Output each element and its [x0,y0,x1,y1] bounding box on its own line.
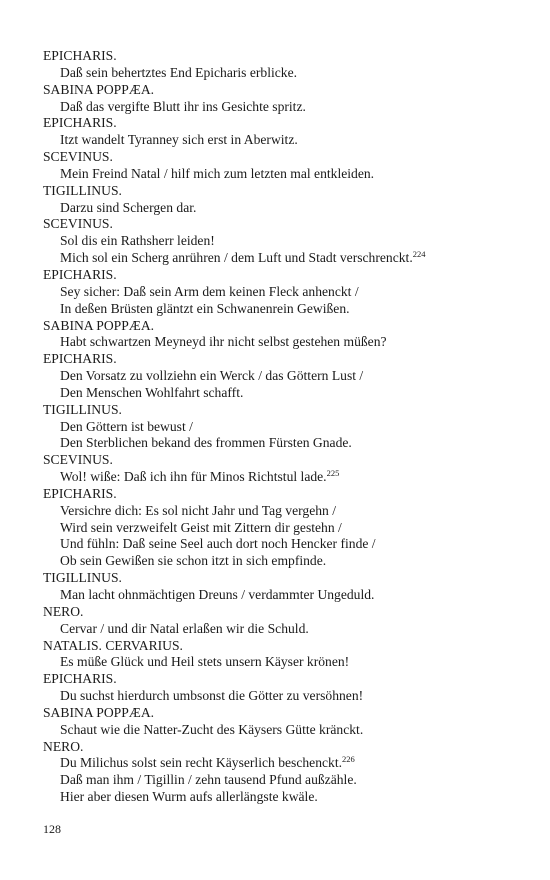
verse-text: Sol dis ein Rathsherr leiden! [60,233,215,249]
verse-line [43,385,513,402]
verse-text: Wol! wiße: Daß ich ihn für Minos Richtstul lade. [60,469,327,485]
verse-line [43,587,513,604]
verse-text: Daß das vergifte Blutt ihr ins Gesichte spritz. [60,98,306,114]
speaker-label: NATALIS. CERVARIUS. [43,637,183,653]
verse-line [43,789,513,806]
verse-text: Daß man ihm / Tigillin / zehn tausend Pfund außzähle. [60,772,357,788]
verse-text: Hier aber diesen Wurm aufs allerlängste kwäle. [60,789,318,805]
speaker-name [43,402,513,419]
verse-line [43,301,513,318]
speaker-name [43,149,513,166]
speaker-label: EPICHARIS. [43,48,117,63]
verse-text: Den Sterblichen bekand des frommen Fürsten Gnade. [60,435,352,451]
speaker-label: EPICHARIS. [43,266,117,282]
verse-line [43,233,513,250]
speaker-label: NERO. [43,738,84,754]
verse-text: Es müße Glück und Heil stets unsern Käyser krönen! [60,654,350,670]
speaker-name [43,82,513,99]
speaker-name [43,216,513,233]
verse-text: Mich sol ein Scherg anrühren / dem Luft und Stadt verschrenckt. [60,250,413,266]
speaker-label: SABINA POPPÆA. [43,317,155,333]
speaker-name [43,604,513,621]
speaker-name [43,570,513,587]
verse-line [43,520,513,537]
speaker-name [43,183,513,200]
verse-line [43,772,513,789]
speaker-label: EPICHARIS. [43,351,117,367]
speaker-name [43,705,513,722]
speaker-label: EPICHARIS. [43,115,117,131]
verse-text: Den Menschen Wohlfahrt schafft. [60,384,244,400]
verse-line [43,334,513,351]
speaker-label: EPICHARIS. [43,671,117,687]
speaker-name [43,452,513,469]
verse-line [43,654,513,671]
speaker-name [43,115,513,132]
verse-line [43,200,513,217]
speaker-name [43,267,513,284]
verse-text: Schaut wie die Natter-Zucht des Käysers Gütte kränckt. [60,721,364,737]
verse-line [43,536,513,553]
verse-text: Mein Freind Natal / hilf mich zum letzten mal entkleiden. [60,165,375,181]
verse-line [43,132,513,149]
verse-text: In deßen Brüsten gläntzt ein Schwanenrein Gewißen. [60,300,350,316]
verse-line [43,503,513,520]
speaker-label: NERO. [43,603,84,619]
page-number: 128 [43,822,61,836]
verse-text: Du suchst hierdurch umbsonst die Götter zu versöhnen! [60,688,364,704]
verse-line [43,621,513,638]
footnote-marker: 225 [326,468,340,479]
speaker-label: SCEVINUS. [43,216,113,232]
verse-line [43,65,513,82]
verse-text: Habt schwartzen Meyneyd ihr nicht selbst gestehen müßen? [60,334,387,350]
verse-text: Darzu sind Schergen dar. [60,199,197,215]
speaker-label: TIGILLINUS. [43,182,122,198]
speaker-name [43,351,513,368]
speaker-name [43,671,513,688]
speaker-name [43,48,513,65]
speaker-name [43,486,513,503]
verse-text: Cervar / und dir Natal erlaßen wir die Schuld. [60,620,309,636]
verse-text: Den Göttern ist bewust / [60,418,193,434]
verse-line [43,553,513,570]
drama-text [43,48,513,806]
verse-line [43,368,513,385]
verse-line [43,722,513,739]
footnote-marker: 226 [342,754,355,765]
speaker-label: TIGILLINUS. [43,570,122,586]
speaker-name [43,638,513,655]
verse-text: Du Milichus solst sein recht Käyserlich beschenckt. [60,755,343,771]
speaker-name [43,739,513,756]
verse-text: Sey sicher: Daß sein Arm dem keinen Fleck anhenckt / [60,283,359,299]
verse-text: Versichre dich: Es sol nicht Jahr und Tag vergehn / [60,502,337,518]
verse-text: Wird sein verzweifelt Geist mit Zittern dir gestehn / [60,519,342,535]
speaker-label: SABINA POPPÆA. [43,81,155,97]
speaker-label: EPICHARIS. [43,485,117,501]
verse-text: Itzt wandelt Tyranney sich erst in Aberwitz. [60,132,298,148]
speaker-label: TIGILLINUS. [43,401,122,417]
verse-text: Man lacht ohnmächtigen Dreuns / verdammter Ungeduld. [60,587,375,602]
verse-line [43,435,513,452]
verse-text: Ob sein Gewißen sie schon itzt in sich empfinde. [60,553,327,569]
verse-line [43,688,513,705]
verse-line [43,419,513,436]
speaker-label: SCEVINUS. [43,149,113,165]
verse-text: Und fühln: Daß seine Seel auch dort noch Hencker finde / [60,536,376,552]
verse-line [43,469,513,486]
verse-text: Den Vorsatz zu vollziehn ein Werck / das Göttern Lust / [60,368,364,384]
speaker-name [43,318,513,335]
verse-line [43,284,513,301]
verse-line [43,755,513,772]
verse-line [43,99,513,116]
speaker-label: SABINA POPPÆA. [43,704,155,720]
verse-line [43,166,513,183]
speaker-label: SCEVINUS. [43,452,113,468]
footnote-marker: 224 [412,249,426,260]
verse-line [43,250,513,267]
verse-text: Daß sein behertztes End Epicharis erblicke. [60,64,298,80]
